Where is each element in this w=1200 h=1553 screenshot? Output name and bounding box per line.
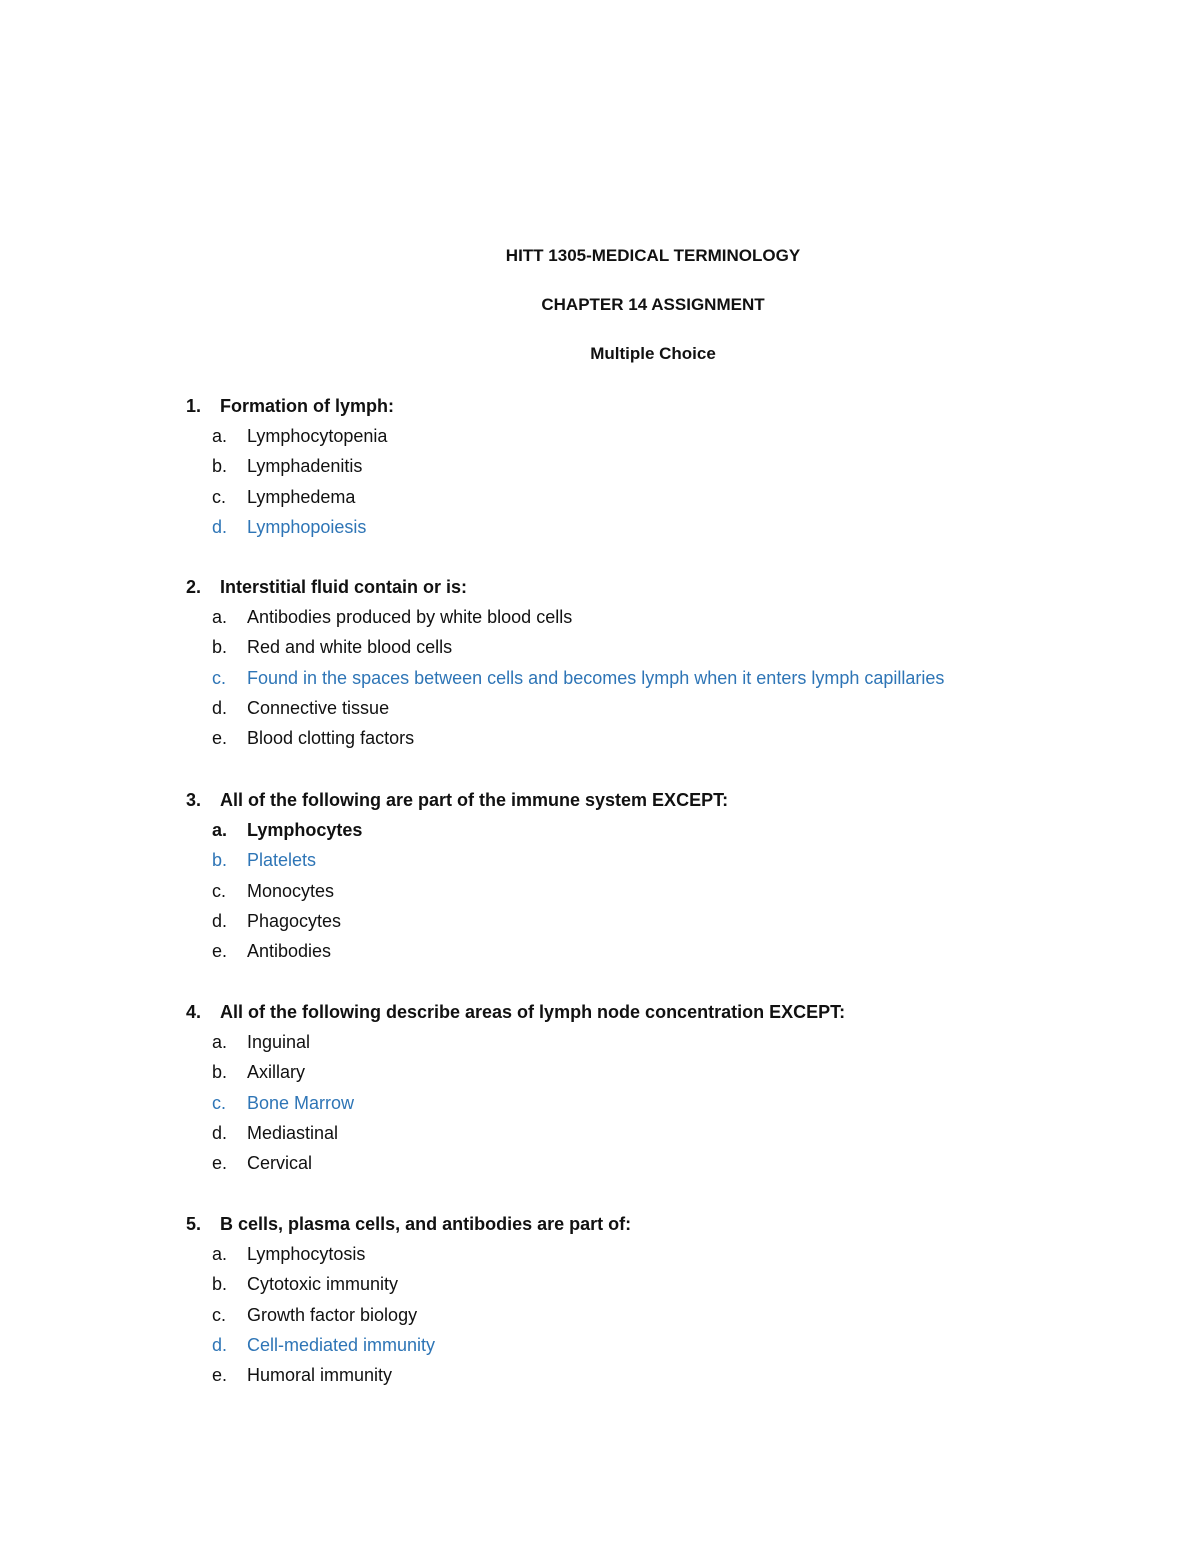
question-number: 3. bbox=[186, 790, 202, 810]
option-letter: d. bbox=[212, 910, 228, 931]
option-letter: c. bbox=[212, 1304, 227, 1325]
option-a bbox=[186, 606, 1086, 636]
option-text: Platelets bbox=[247, 850, 317, 871]
option-text: Growth factor biology bbox=[247, 1304, 418, 1325]
option-letter: c. bbox=[212, 486, 227, 507]
option-a bbox=[186, 1243, 1086, 1273]
question-2 bbox=[186, 576, 1086, 757]
option-letter: e. bbox=[212, 1365, 228, 1386]
question-text: Formation of lymph: bbox=[220, 396, 394, 416]
option-text: Found in the spaces between cells and becomes lymph when it enters lymph capillaries bbox=[247, 667, 945, 688]
option-text: Cell-mediated immunity bbox=[247, 1334, 436, 1355]
question-5 bbox=[186, 1213, 1086, 1394]
question-number: 4. bbox=[186, 1002, 202, 1022]
option-text: Bone Marrow bbox=[247, 1092, 355, 1113]
option-text: Phagocytes bbox=[247, 910, 342, 931]
option-letter: c. bbox=[212, 880, 227, 901]
question-text: All of the following describe areas of lymph node concentration EXCEPT: bbox=[220, 1002, 846, 1022]
option-letter: e. bbox=[212, 1153, 228, 1174]
option-c bbox=[186, 1304, 1086, 1334]
option-list bbox=[186, 1031, 1086, 1182]
question-title bbox=[186, 1213, 1086, 1235]
option-d-answer bbox=[186, 1334, 1086, 1364]
option-text: Monocytes bbox=[247, 880, 335, 901]
question-text: Interstitial fluid contain or is: bbox=[220, 577, 468, 597]
option-letter: c. bbox=[212, 1092, 227, 1113]
option-e bbox=[186, 727, 1086, 757]
option-letter: d. bbox=[212, 1122, 228, 1143]
option-text: Inguinal bbox=[247, 1032, 311, 1052]
option-letter: a. bbox=[212, 1244, 228, 1264]
question-title bbox=[186, 789, 1086, 811]
option-letter: a. bbox=[212, 820, 228, 840]
option-a bbox=[186, 425, 1086, 455]
option-b bbox=[186, 1061, 1086, 1091]
option-text: Cytotoxic immunity bbox=[247, 1274, 399, 1295]
option-e bbox=[186, 1152, 1086, 1182]
option-text: Humoral immunity bbox=[247, 1365, 393, 1386]
option-letter: b. bbox=[212, 850, 228, 871]
option-letter: e. bbox=[212, 728, 228, 749]
option-e bbox=[186, 940, 1086, 970]
option-d bbox=[186, 910, 1086, 940]
option-letter: b. bbox=[212, 456, 228, 477]
option-text: Blood clotting factors bbox=[247, 728, 415, 749]
option-b-answer bbox=[186, 849, 1086, 879]
option-list bbox=[186, 1243, 1086, 1394]
option-a bbox=[186, 819, 1086, 849]
question-number: 5. bbox=[186, 1214, 202, 1234]
option-b bbox=[186, 455, 1086, 485]
option-b bbox=[186, 636, 1086, 666]
option-text: Antibodies bbox=[247, 941, 332, 962]
option-d bbox=[186, 1122, 1086, 1152]
question-title bbox=[186, 576, 1086, 598]
question-1 bbox=[186, 395, 1086, 546]
option-letter: e. bbox=[212, 941, 228, 962]
option-c bbox=[186, 880, 1086, 910]
option-text: Connective tissue bbox=[247, 697, 390, 718]
option-list bbox=[186, 425, 1086, 546]
question-title bbox=[186, 1001, 1086, 1023]
question-3 bbox=[186, 789, 1086, 970]
option-text: Antibodies produced by white blood cells bbox=[247, 607, 573, 627]
question-number: 2. bbox=[186, 577, 202, 597]
option-c bbox=[186, 486, 1086, 516]
question-text: All of the following are part of the immune system EXCEPT: bbox=[220, 790, 729, 810]
option-text: Lymphocytes bbox=[247, 820, 363, 840]
option-text: Red and white blood cells bbox=[247, 637, 453, 658]
option-text: Axillary bbox=[247, 1062, 306, 1083]
option-letter: b. bbox=[212, 1062, 228, 1083]
option-letter: d. bbox=[212, 1334, 228, 1355]
option-d-answer bbox=[186, 516, 1086, 546]
question-4 bbox=[186, 1001, 1086, 1182]
option-letter: a. bbox=[212, 426, 228, 446]
option-letter: d. bbox=[212, 697, 228, 718]
option-text: Mediastinal bbox=[247, 1122, 339, 1143]
assignment-title: CHAPTER 14 ASSIGNMENT bbox=[541, 295, 765, 314]
option-c-answer bbox=[186, 1092, 1086, 1122]
option-letter: b. bbox=[212, 637, 228, 658]
question-text: B cells, plasma cells, and antibodies are part of: bbox=[220, 1214, 632, 1234]
option-b bbox=[186, 1273, 1086, 1303]
section-title: Multiple Choice bbox=[590, 344, 716, 363]
option-a bbox=[186, 1031, 1086, 1061]
option-text: Lymphopoiesis bbox=[247, 516, 367, 537]
option-text: Lymphocytosis bbox=[247, 1244, 366, 1264]
option-text: Cervical bbox=[247, 1153, 313, 1174]
option-letter: a. bbox=[212, 1032, 228, 1052]
option-list bbox=[186, 819, 1086, 970]
option-letter: b. bbox=[212, 1274, 228, 1295]
option-d bbox=[186, 697, 1086, 727]
option-letter: a. bbox=[212, 607, 228, 627]
course-title: HITT 1305-MEDICAL TERMINOLOGY bbox=[505, 246, 801, 265]
option-text: Lymphocytopenia bbox=[247, 426, 388, 446]
option-text: Lymphadenitis bbox=[247, 456, 363, 477]
option-list bbox=[186, 606, 1086, 757]
option-text: Lymphedema bbox=[247, 486, 356, 507]
option-c-answer bbox=[186, 667, 1086, 697]
option-letter: d. bbox=[212, 516, 228, 537]
question-title bbox=[186, 395, 1086, 417]
option-e bbox=[186, 1364, 1086, 1394]
option-letter: c. bbox=[212, 667, 227, 688]
question-number: 1. bbox=[186, 396, 202, 416]
